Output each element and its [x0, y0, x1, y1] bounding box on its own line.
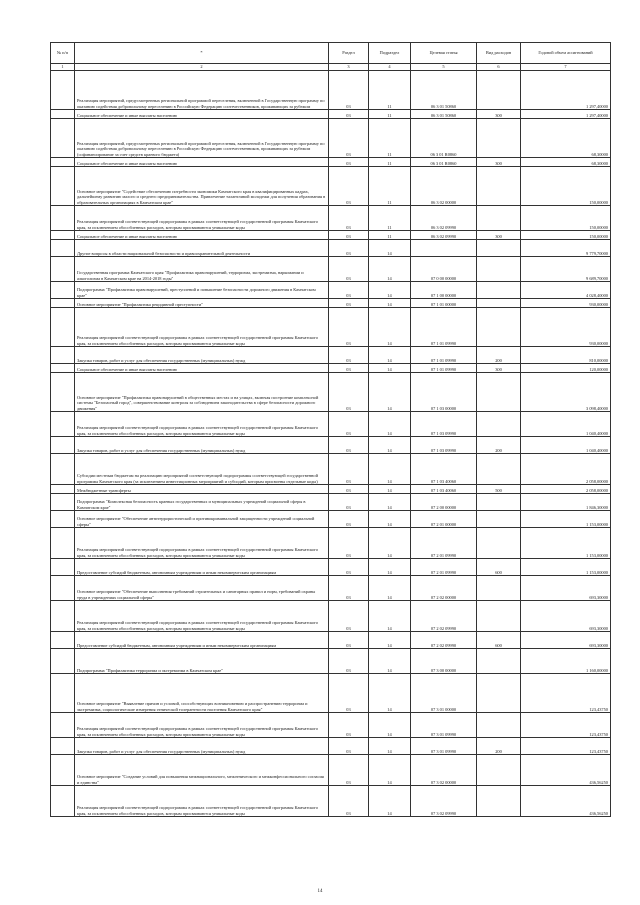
row-amount: 2 058,00000	[521, 485, 611, 494]
row-amount: 930,00000	[521, 299, 611, 308]
row-razdel: 03	[329, 119, 369, 158]
table-row	[51, 110, 611, 119]
row-name: Реализация мероприятий соответствующей подпрограммы в рамках соответствующей государственной программы Камчатского края, за исключением обособленных расходов, которым присваиваются уникальные коды	[75, 786, 329, 817]
row-expense-type	[477, 167, 521, 206]
row-amount: 693,30000	[521, 601, 611, 632]
row-expense-type	[477, 511, 521, 528]
table-row	[51, 528, 611, 559]
table-row	[51, 649, 611, 674]
row-target: 07 1 01 00000	[411, 299, 477, 308]
row-podrazdel: 14	[369, 494, 411, 511]
row-podrazdel: 14	[369, 454, 411, 485]
row-podrazdel: 14	[369, 308, 411, 347]
row-expense-type: 300	[477, 110, 521, 119]
table-row	[51, 494, 611, 511]
row-num	[51, 649, 75, 674]
row-razdel: 03	[329, 632, 369, 649]
row-razdel: 03	[329, 299, 369, 308]
row-amount: 1 153,00000	[521, 511, 611, 528]
row-amount: 436,56250	[521, 786, 611, 817]
row-target: 07 1 01 09990	[411, 347, 477, 364]
row-target: 06 3 02 09990	[411, 206, 477, 231]
row-amount: 150,00000	[521, 231, 611, 240]
row-name: Социальное обеспечение и иные выплаты населению	[75, 110, 329, 119]
table-row	[51, 674, 611, 713]
row-name: Реализация мероприятий соответствующей подпрограммы в рамках соответствующей государственной программы Камчатского края, за исключением обособленных расходов, которым присваиваются уникальные коды	[75, 308, 329, 347]
header-num: № п/п	[51, 43, 75, 64]
row-expense-type	[477, 674, 521, 713]
row-expense-type: 200	[477, 738, 521, 755]
row-razdel: 03	[329, 71, 369, 110]
row-razdel: 03	[329, 454, 369, 485]
row-num	[51, 559, 75, 576]
row-name: Межбюджетные трансферты	[75, 485, 329, 494]
table-row	[51, 257, 611, 282]
header-razdel: Раздел	[329, 43, 369, 64]
row-name: Реализация мероприятий соответствующей подпрограммы в рамках соответствующей государственной программы Камчатского края, за исключением обособленных расходов, которым присваиваются уникальные коды	[75, 412, 329, 437]
row-num	[51, 71, 75, 110]
row-num	[51, 231, 75, 240]
col-number: 4	[369, 64, 411, 71]
row-amount: 693,30000	[521, 632, 611, 649]
row-podrazdel: 14	[369, 674, 411, 713]
table-row	[51, 511, 611, 528]
row-amount: 1 846,30000	[521, 494, 611, 511]
table-row	[51, 755, 611, 786]
row-target: 07 3 01 09990	[411, 713, 477, 738]
row-razdel: 03	[329, 786, 369, 817]
row-expense-type	[477, 576, 521, 601]
row-num	[51, 299, 75, 308]
row-target: 07 1 03 40060	[411, 454, 477, 485]
col-number: 3	[329, 64, 369, 71]
row-name: Предоставление субсидий бюджетным, автономным учреждениям и иным некоммерческим организациям	[75, 559, 329, 576]
row-podrazdel: 14	[369, 559, 411, 576]
row-num	[51, 364, 75, 373]
row-target: 06 3 01 50860	[411, 71, 477, 110]
row-podrazdel: 14	[369, 601, 411, 632]
table-body	[51, 71, 611, 817]
table-row	[51, 119, 611, 158]
row-target: 06 3 01 50860	[411, 110, 477, 119]
row-name: Подпрограмма "Комплексная безопасность краевых государственных и муниципальных учреждений социальной сферы в Камчатском крае"	[75, 494, 329, 511]
row-target: 07 1 01 09990	[411, 364, 477, 373]
row-expense-type	[477, 649, 521, 674]
row-expense-type	[477, 412, 521, 437]
row-podrazdel: 11	[369, 158, 411, 167]
table-row	[51, 364, 611, 373]
row-expense-type	[477, 71, 521, 110]
row-amount: 930,00000	[521, 308, 611, 347]
row-target: 07 2 01 09990	[411, 559, 477, 576]
row-target: 06 3 02 09990	[411, 231, 477, 240]
row-target: 07 1 03 09990	[411, 437, 477, 454]
row-razdel: 03	[329, 110, 369, 119]
row-num	[51, 674, 75, 713]
row-expense-type	[477, 713, 521, 738]
row-razdel: 03	[329, 158, 369, 167]
row-podrazdel: 14	[369, 299, 411, 308]
row-name: Основное мероприятие "Содействие обеспечению потребности экономики Камчатского края в квалифицированных кадрах, дальнейшему развитию малого и среднего предпринимательства. Привлечение талантливой молодежи для получения образования в образовательных организациях в Камчатском крае"	[75, 167, 329, 206]
row-podrazdel: 14	[369, 412, 411, 437]
row-name: Закупка товаров, работ и услуг для обеспечения государственных (муниципальных) нужд	[75, 738, 329, 755]
row-target: 06 3 01 R0860	[411, 158, 477, 167]
row-razdel: 03	[329, 240, 369, 257]
row-name: Закупка товаров, работ и услуг для обеспечения государственных (муниципальных) нужд	[75, 347, 329, 364]
row-amount: 4 028,40000	[521, 282, 611, 299]
row-expense-type	[477, 755, 521, 786]
header-amount: Годовой объем ассигнований	[521, 43, 611, 64]
row-podrazdel: 14	[369, 649, 411, 674]
row-amount: 3 098,40000	[521, 373, 611, 412]
budget-table-page	[50, 42, 610, 817]
row-razdel: 03	[329, 528, 369, 559]
row-num	[51, 206, 75, 231]
row-target	[411, 240, 477, 257]
row-amount: 810,00000	[521, 347, 611, 364]
row-target: 07 2 02 00000	[411, 576, 477, 601]
row-target: 07 1 01 09990	[411, 308, 477, 347]
row-razdel: 03	[329, 494, 369, 511]
row-num	[51, 786, 75, 817]
row-razdel: 03	[329, 559, 369, 576]
row-amount: 1 297,40000	[521, 71, 611, 110]
row-podrazdel: 14	[369, 485, 411, 494]
row-target: 07 2 01 09990	[411, 528, 477, 559]
table-row	[51, 206, 611, 231]
column-number-row	[51, 64, 611, 71]
row-amount: 120,00000	[521, 364, 611, 373]
row-razdel: 03	[329, 308, 369, 347]
row-podrazdel: 11	[369, 71, 411, 110]
row-razdel: 03	[329, 373, 369, 412]
table-row	[51, 282, 611, 299]
table-row	[51, 167, 611, 206]
row-expense-type	[477, 299, 521, 308]
row-expense-type	[477, 206, 521, 231]
row-name: Основное мероприятие "Обеспечение выполнения требований строительных и санитарных правил и норм, требований охраны труда в учреждениях социальной сферы"	[75, 576, 329, 601]
header-name: *	[75, 43, 329, 64]
row-razdel: 03	[329, 257, 369, 282]
table-row	[51, 231, 611, 240]
table-row	[51, 412, 611, 437]
row-razdel: 03	[329, 738, 369, 755]
row-razdel: 03	[329, 412, 369, 437]
row-expense-type	[477, 240, 521, 257]
row-expense-type	[477, 454, 521, 485]
table-row	[51, 576, 611, 601]
row-podrazdel: 14	[369, 364, 411, 373]
row-target: 07 1 03 00000	[411, 373, 477, 412]
row-podrazdel: 14	[369, 713, 411, 738]
table-row	[51, 786, 611, 817]
row-num	[51, 373, 75, 412]
row-amount: 1 297,40000	[521, 110, 611, 119]
row-name: Предоставление субсидий бюджетным, автономным учреждениям и иным некоммерческим организациям	[75, 632, 329, 649]
row-expense-type: 200	[477, 347, 521, 364]
row-name: Реализация мероприятий, предусмотренных региональной программой переселения, включенной в Государственную программу по оказанию содействия добровольному переселению в Российскую Федерацию соотечественников, проживающих за рубежом (софинансирование за счет средств краевого бюджета)	[75, 119, 329, 158]
table-row	[51, 738, 611, 755]
row-amount: 9 689,70000	[521, 257, 611, 282]
row-razdel: 03	[329, 364, 369, 373]
row-expense-type	[477, 282, 521, 299]
row-num	[51, 282, 75, 299]
row-amount: 123,43750	[521, 738, 611, 755]
row-num	[51, 308, 75, 347]
row-podrazdel: 11	[369, 167, 411, 206]
row-expense-type: 300	[477, 364, 521, 373]
row-expense-type: 500	[477, 485, 521, 494]
row-name: Основное мероприятие "Профилактика правонарушений в общественных местах и на улицах, включая построение комплексной системы "Безопасный город", совершенствование контроля за соблюдением законодательства в сфере безопасности дорожного движения"	[75, 373, 329, 412]
row-razdel: 03	[329, 485, 369, 494]
row-expense-type	[477, 119, 521, 158]
row-podrazdel: 11	[369, 206, 411, 231]
row-name: Основное мероприятие "Обеспечение антитеррористической и противокриминальной защищенности учреждений социальной сферы"	[75, 511, 329, 528]
row-num	[51, 454, 75, 485]
row-num	[51, 632, 75, 649]
row-podrazdel: 14	[369, 786, 411, 817]
header-expense-type: Вид расходов	[477, 43, 521, 64]
table-row	[51, 71, 611, 110]
table-row	[51, 454, 611, 485]
row-podrazdel: 14	[369, 511, 411, 528]
row-name: Основное мероприятие "Выявление причин и условий, способствующих возникновению и распространению терроризма и экстремизма, социологические измерения этнической толерантности населения Камчатского края"	[75, 674, 329, 713]
table-row	[51, 158, 611, 167]
row-num	[51, 511, 75, 528]
table-row	[51, 347, 611, 364]
row-expense-type	[477, 786, 521, 817]
row-name: Другие вопросы в области национальной безопасности и правоохранительной деятельности	[75, 240, 329, 257]
page-number: 14	[317, 889, 323, 894]
row-target: 07 2 00 00000	[411, 494, 477, 511]
row-expense-type: 600	[477, 632, 521, 649]
row-target: 07 1 00 00000	[411, 282, 477, 299]
row-name: Реализация мероприятий соответствующей подпрограммы в рамках соответствующей государственной программы Камчатского края, за исключением обособленных расходов, которым присваиваются уникальные коды	[75, 713, 329, 738]
row-num	[51, 119, 75, 158]
table-row	[51, 373, 611, 412]
row-amount: 1 153,00000	[521, 559, 611, 576]
row-target: 06 3 01 R0860	[411, 119, 477, 158]
row-amount: 2 058,00000	[521, 454, 611, 485]
row-num	[51, 437, 75, 454]
row-podrazdel: 11	[369, 231, 411, 240]
row-podrazdel: 11	[369, 119, 411, 158]
row-target: 07 3 01 09990	[411, 738, 477, 755]
row-expense-type	[477, 528, 521, 559]
row-target: 07 3 02 00000	[411, 755, 477, 786]
row-expense-type	[477, 373, 521, 412]
row-num	[51, 347, 75, 364]
row-podrazdel: 14	[369, 437, 411, 454]
row-expense-type: 600	[477, 559, 521, 576]
row-amount: 123,43750	[521, 674, 611, 713]
row-target: 07 2 01 00000	[411, 511, 477, 528]
row-razdel: 03	[329, 601, 369, 632]
row-expense-type	[477, 257, 521, 282]
row-name: Социальное обеспечение и иные выплаты населению	[75, 158, 329, 167]
row-name: Закупка товаров, работ и услуг для обеспечения государственных (муниципальных) нужд	[75, 437, 329, 454]
row-num	[51, 158, 75, 167]
row-podrazdel: 14	[369, 240, 411, 257]
row-podrazdel: 14	[369, 257, 411, 282]
row-expense-type	[477, 601, 521, 632]
row-num	[51, 110, 75, 119]
row-num	[51, 528, 75, 559]
table-row	[51, 308, 611, 347]
table-row	[51, 437, 611, 454]
col-number: 6	[477, 64, 521, 71]
row-amount: 9 779,70000	[521, 240, 611, 257]
budget-table	[50, 42, 611, 817]
row-name: Субсидии местным бюджетам на реализацию мероприятий соответствующей подпрограммы соответствующей государственной программы Камчатского края (за исключением инвестиционных мероприятий и субсидий, которым присвоены отдельные коды)	[75, 454, 329, 485]
row-razdel: 03	[329, 755, 369, 786]
row-razdel: 03	[329, 437, 369, 454]
row-podrazdel: 14	[369, 347, 411, 364]
row-target: 06 3 02 00000	[411, 167, 477, 206]
table-row	[51, 559, 611, 576]
row-num	[51, 240, 75, 257]
row-target: 07 2 02 09990	[411, 601, 477, 632]
col-number: 1	[51, 64, 75, 71]
row-amount: 1 160,00000	[521, 649, 611, 674]
row-amount: 1 040,40000	[521, 412, 611, 437]
row-razdel: 03	[329, 674, 369, 713]
row-podrazdel: 14	[369, 738, 411, 755]
table-row	[51, 601, 611, 632]
table-row	[51, 299, 611, 308]
row-razdel: 03	[329, 206, 369, 231]
row-num	[51, 713, 75, 738]
row-num	[51, 485, 75, 494]
row-podrazdel: 14	[369, 528, 411, 559]
col-number: 2	[75, 64, 329, 71]
row-amount: 150,00000	[521, 167, 611, 206]
row-podrazdel: 14	[369, 632, 411, 649]
table-header-row	[51, 43, 611, 64]
row-name: Основное мероприятие "Профилактика рецидивной преступности"	[75, 299, 329, 308]
row-num	[51, 167, 75, 206]
table-row	[51, 632, 611, 649]
table-row	[51, 485, 611, 494]
row-name: Реализация мероприятий соответствующей подпрограммы в рамках соответствующей государственной программы Камчатского края, за исключением обособленных расходов, которым присваиваются уникальные коды	[75, 528, 329, 559]
row-name: Реализация мероприятий соответствующей подпрограммы в рамках соответствующей государственной программы Камчатского края, за исключением обособленных расходов, которым присваиваются уникальные коды	[75, 206, 329, 231]
row-num	[51, 412, 75, 437]
row-razdel: 03	[329, 347, 369, 364]
row-num	[51, 494, 75, 511]
row-target: 07 3 01 00000	[411, 674, 477, 713]
row-target: 07 3 02 09990	[411, 786, 477, 817]
row-expense-type	[477, 308, 521, 347]
row-razdel: 03	[329, 649, 369, 674]
table-row	[51, 713, 611, 738]
row-target: 07 0 00 00000	[411, 257, 477, 282]
row-target: 07 3 00 00000	[411, 649, 477, 674]
row-expense-type: 200	[477, 437, 521, 454]
row-amount: 693,30000	[521, 576, 611, 601]
row-podrazdel: 11	[369, 110, 411, 119]
header-podrazdel: Подраздел	[369, 43, 411, 64]
row-num	[51, 576, 75, 601]
row-expense-type: 300	[477, 231, 521, 240]
row-name: Основное мероприятие "Создание условий для повышения межнационального, межэтнического и межконфессионального согласия и единства"	[75, 755, 329, 786]
row-num	[51, 601, 75, 632]
row-amount: 68,30000	[521, 119, 611, 158]
row-name: Социальное обеспечение и иные выплаты населению	[75, 364, 329, 373]
col-number: 5	[411, 64, 477, 71]
row-razdel: 03	[329, 167, 369, 206]
row-amount: 68,30000	[521, 158, 611, 167]
row-podrazdel: 14	[369, 576, 411, 601]
row-razdel: 03	[329, 511, 369, 528]
row-name: Социальное обеспечение и иные выплаты населению	[75, 231, 329, 240]
row-podrazdel: 14	[369, 755, 411, 786]
row-amount: 436,56250	[521, 755, 611, 786]
row-razdel: 03	[329, 576, 369, 601]
row-razdel: 03	[329, 231, 369, 240]
header-target: Целевая статья	[411, 43, 477, 64]
row-razdel: 03	[329, 282, 369, 299]
row-target: 07 1 03 40060	[411, 485, 477, 494]
row-name: Государственная программа Камчатского края "Профилактика правонарушений, терроризма, экстремизма, наркомании и алкоголизма в Камчатском крае на 2014-2018 годы"	[75, 257, 329, 282]
row-amount: 123,43750	[521, 713, 611, 738]
row-num	[51, 257, 75, 282]
row-target: 07 1 03 09990	[411, 412, 477, 437]
row-name: Реализация мероприятий соответствующей подпрограммы в рамках соответствующей государственной программы Камчатского края, за исключением обособленных расходов, которым присваиваются уникальные коды	[75, 601, 329, 632]
row-name: Подпрограмма "Профилактика терроризма и экстремизма в Камчатском крае"	[75, 649, 329, 674]
table-row	[51, 240, 611, 257]
row-num	[51, 755, 75, 786]
row-expense-type: 300	[477, 158, 521, 167]
row-podrazdel: 14	[369, 373, 411, 412]
row-amount: 1 153,00000	[521, 528, 611, 559]
row-num	[51, 738, 75, 755]
row-amount: 1 040,40000	[521, 437, 611, 454]
row-podrazdel: 14	[369, 282, 411, 299]
row-name: Реализация мероприятий, предусмотренных региональной программой переселения, включенной в Государственную программу по оказанию содействия добровольному переселению в Российскую Федерацию соотечественников, проживающих за рубежом	[75, 71, 329, 110]
row-name: Подпрограмма "Профилактика правонарушений, преступлений и повышение безопасности дорожного движения в Камчатском крае"	[75, 282, 329, 299]
row-expense-type	[477, 494, 521, 511]
row-target: 07 2 02 09990	[411, 632, 477, 649]
col-number: 7	[521, 64, 611, 71]
row-razdel: 03	[329, 713, 369, 738]
row-amount: 150,00000	[521, 206, 611, 231]
